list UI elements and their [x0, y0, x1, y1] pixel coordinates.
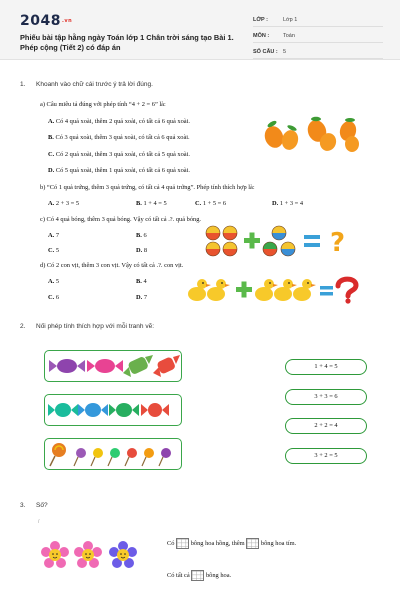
- q3-text: bông hoa.: [205, 572, 232, 579]
- ball-icon: [281, 242, 295, 256]
- flower-icon: [109, 541, 137, 568]
- option-letter: D.: [48, 167, 55, 174]
- candy-picture-1[interactable]: [44, 350, 182, 382]
- ball-icon: [206, 242, 220, 256]
- question-number: 2.: [20, 323, 26, 330]
- mango-icon: [280, 124, 301, 152]
- option-text: 4: [143, 278, 147, 285]
- lollipop-icon: [142, 448, 154, 466]
- duck-icon: [207, 279, 230, 301]
- question-3-title: [20, 502, 48, 509]
- duck-icon: [274, 279, 297, 301]
- option-text: 1 + 4 = 5: [143, 200, 167, 207]
- option-letter: C.: [48, 151, 55, 158]
- equation-box-4[interactable]: 3 + 2 = 5: [285, 448, 367, 464]
- q3-line-2: [167, 569, 231, 583]
- option-letter: D.: [136, 247, 143, 254]
- candy-icon: [49, 359, 85, 373]
- q1c-option-d[interactable]: [136, 247, 147, 254]
- plus-icon: [236, 282, 252, 298]
- site-logo[interactable]: [20, 13, 72, 29]
- option-text: Có 3 quả xoài, thêm 3 quả xoài, có tất cả 6 quả xoài.: [55, 134, 190, 141]
- equals-icon: [304, 235, 320, 247]
- meta-value: Lớp 1: [283, 17, 298, 23]
- equation-box-3[interactable]: 2 + 2 = 4: [285, 418, 367, 434]
- candy-picture-3[interactable]: [44, 438, 182, 470]
- q3-line-1: [167, 537, 296, 551]
- duck-icon: [255, 279, 278, 301]
- q1d-option-a[interactable]: [48, 278, 59, 285]
- question-prompt: Số?: [36, 502, 48, 509]
- ball-icon: [223, 242, 237, 256]
- question-mark: ?: [330, 228, 346, 258]
- option-text: Có 5 quả xoài, thêm 1 quả xoài, có tất cả 6 quả xoài.: [55, 167, 190, 174]
- page-header: [0, 0, 400, 60]
- question-prompt: Khoanh vào chữ cái trước ý trả lời đúng.: [36, 81, 153, 88]
- q3-text: Có: [167, 540, 175, 547]
- option-letter: B.: [136, 278, 142, 285]
- meta-key: MÔN :: [253, 33, 270, 39]
- equals-icon: [320, 286, 333, 296]
- option-letter: C.: [48, 247, 55, 254]
- q3-text: Có tất cả: [167, 572, 190, 579]
- answer-box-purple[interactable]: [246, 538, 259, 549]
- q1a-option-b[interactable]: [48, 134, 190, 141]
- flower-icon: [41, 541, 69, 568]
- question-number: 3.: [20, 502, 26, 509]
- candy-icon: [153, 355, 180, 377]
- option-letter: B.: [136, 200, 142, 207]
- option-text: 2 + 3 = 5: [55, 200, 80, 207]
- option-text: 6: [143, 232, 147, 239]
- q1c-stem: c) Có 4 quả bóng, thêm 3 quả bóng. Vậy có tất cả .?. quả bóng.: [40, 216, 202, 223]
- option-letter: B.: [136, 232, 142, 239]
- q1b-stem: b) “Có 1 quả trứng, thêm 3 quả trứng, có tất cả 4 quả trứng”. Phép tính thích hợp là:: [40, 184, 255, 191]
- answer-box-total[interactable]: [191, 570, 204, 581]
- option-text: Có 4 quả xoài, thêm 2 quả xoài, có tất cả 6 quả xoài.: [55, 118, 190, 125]
- logo-text: 2048: [20, 13, 61, 29]
- option-text: 8: [143, 247, 148, 254]
- option-text: 1 + 5 = 6: [202, 200, 227, 207]
- ball-icon: [272, 226, 286, 240]
- meta-class: [253, 14, 383, 27]
- worksheet-meta: [253, 14, 383, 62]
- q1c-option-c[interactable]: [48, 247, 59, 254]
- question-1-title: [20, 81, 153, 88]
- option-letter: C.: [48, 294, 55, 301]
- candy-picture-2[interactable]: [44, 394, 182, 426]
- candy-icons: [45, 395, 181, 425]
- option-letter: A.: [48, 278, 55, 285]
- q1a-stem: a) Câu miêu tả đúng với phép tính “4 + 2 = 6” là:: [40, 101, 166, 108]
- option-text: 5: [55, 247, 60, 254]
- option-letter: C.: [195, 200, 202, 207]
- option-letter: D.: [136, 294, 143, 301]
- candy-icon: [48, 403, 78, 417]
- option-text: 1 + 3 = 4: [279, 200, 304, 207]
- equation-box-2[interactable]: 3 + 3 = 6: [285, 389, 367, 405]
- meta-key: SỐ CÂU :: [253, 49, 278, 55]
- candy-icon: [123, 355, 153, 377]
- option-text: 7: [143, 294, 148, 301]
- lollipop-icon: [50, 443, 66, 466]
- meta-subject: [253, 30, 383, 43]
- q3-text: bông hoa tím.: [260, 540, 297, 547]
- option-letter: A.: [48, 200, 55, 207]
- q3-text: bông hoa hồng, thêm: [190, 540, 245, 547]
- candy-icon: [141, 403, 169, 417]
- q1d-option-d[interactable]: [136, 294, 147, 301]
- plus-icon: [244, 233, 260, 249]
- q1b-option-a[interactable]: [48, 200, 79, 207]
- lollipop-icon: [159, 448, 171, 466]
- lollipop-icon: [74, 448, 86, 466]
- candy-icon: [87, 359, 123, 373]
- meta-value: Toán: [283, 33, 295, 39]
- worksheet-title: Phiếu bài tập hằng ngày Toán lớp 1 Chân trời sáng tạo Bài 1. Phép cộng (Tiết 2) có đáp án: [20, 33, 234, 52]
- q1d-option-c[interactable]: [48, 294, 59, 301]
- q1d-option-b[interactable]: [136, 278, 147, 285]
- mango-icon: [262, 120, 286, 151]
- mango-icon: [345, 136, 359, 152]
- option-letter: A.: [48, 118, 55, 125]
- candy-icon: [109, 403, 139, 417]
- meta-count: [253, 46, 383, 59]
- q1a-option-a[interactable]: [48, 118, 190, 125]
- ball-icon: [223, 226, 237, 240]
- ball-icon: [263, 242, 277, 256]
- mangoes-picture: [262, 115, 362, 153]
- lollipop-icon: [91, 448, 103, 466]
- q1b-option-d[interactable]: [272, 200, 303, 207]
- answer-box-roses[interactable]: [176, 538, 189, 549]
- lollipop-icons: [45, 439, 181, 469]
- q1c-option-b[interactable]: [136, 232, 147, 239]
- option-text: 7: [55, 232, 60, 239]
- option-text: 6: [55, 294, 60, 301]
- option-letter: B.: [48, 134, 54, 141]
- meta-value: 5: [283, 49, 287, 55]
- q1b-option-c[interactable]: [195, 200, 226, 207]
- equation-box-1[interactable]: 1 + 4 = 5: [285, 359, 367, 375]
- option-text: Có 2 quả xoài, thêm 3 quả xoài, có tất cả 5 quả xoài.: [55, 151, 190, 158]
- duck-icon: [293, 279, 316, 301]
- question-2-title: [20, 323, 154, 330]
- balls-picture: [204, 224, 354, 258]
- stray-mark: /: [38, 519, 40, 525]
- ducks-picture: [186, 274, 362, 304]
- q1a-option-c[interactable]: [48, 151, 190, 158]
- question-number: 1.: [20, 81, 26, 88]
- flowers-picture: [40, 540, 144, 574]
- option-text: 5: [55, 278, 60, 285]
- ball-icon: [206, 226, 220, 240]
- q1a-option-d[interactable]: [48, 167, 190, 174]
- red-question-icon: [338, 279, 356, 303]
- question-prompt: Nối phép tính thích hợp với mỗi tranh vẽ:: [36, 323, 155, 330]
- flower-icon: [74, 541, 102, 568]
- lollipop-icon: [108, 448, 120, 466]
- option-letter: D.: [272, 200, 279, 207]
- lollipop-icon: [125, 448, 137, 466]
- q1c-option-a[interactable]: [48, 232, 59, 239]
- candy-icons: [45, 351, 181, 381]
- meta-key: LỚP :: [253, 17, 268, 23]
- option-letter: A.: [48, 232, 55, 239]
- q1d-stem: d) Có 2 con vịt, thêm 3 con vịt. Vậy có tất cả .?. con vịt.: [40, 262, 184, 269]
- duck-icon: [188, 279, 211, 301]
- q1b-option-b[interactable]: [136, 200, 167, 207]
- candy-icon: [78, 403, 108, 417]
- logo-suffix: .vn: [61, 18, 73, 24]
